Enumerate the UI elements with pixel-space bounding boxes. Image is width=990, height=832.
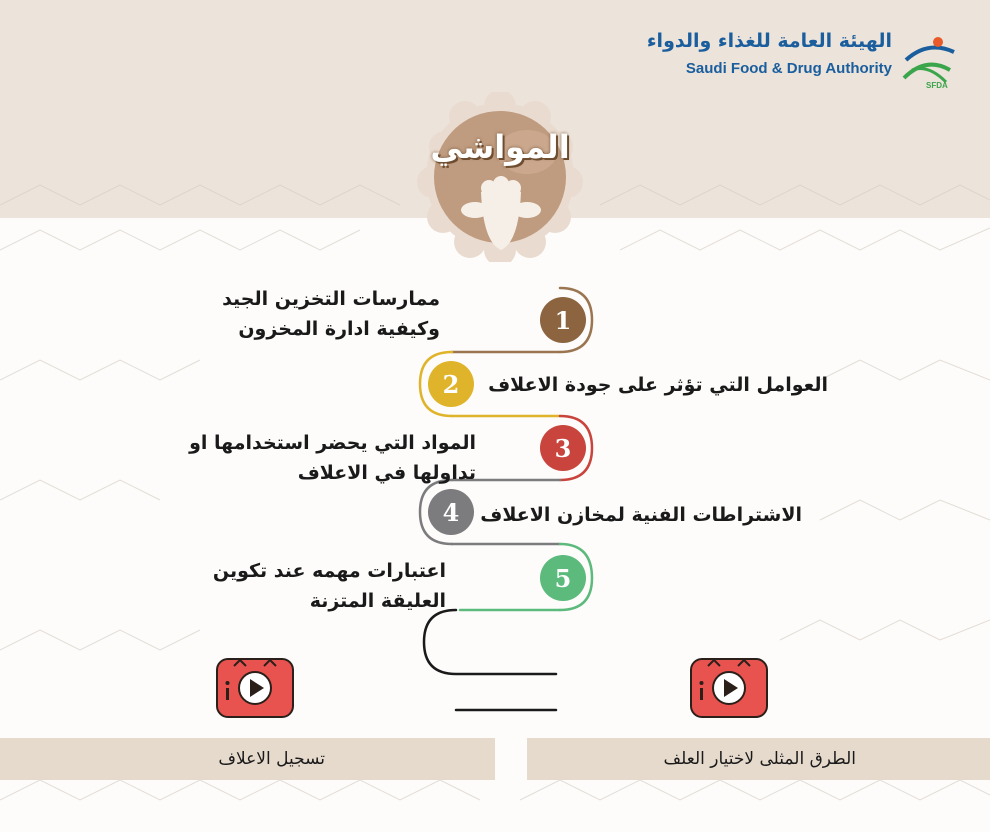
step-4-number: 4 [428,489,474,535]
page-title: المواشي [430,128,570,166]
logo-mark-text: SFDA [926,81,948,90]
play-video-icon [692,660,766,716]
step-5-number: 5 [540,555,586,601]
step-4-line-1: الاشتراطات الفنية لمخازن الاعلاف [480,504,802,526]
step-3-line-2: تداولها في الاعلاف [297,462,476,484]
step-5-line-2: العليقة المتزنة [309,590,446,612]
step-1-line-1: ممارسات التخزين الجيد [222,288,440,310]
step-3-line-1: المواد التي يحضر استخدامها او [189,432,476,454]
play-video-icon [218,660,292,716]
step-2-text [488,370,828,400]
feed-registration-label: تسجيل الاعلاف [218,749,325,769]
step-5-text [213,556,446,616]
feed-selection-methods-button[interactable] [527,738,990,780]
left-video-button[interactable] [216,658,294,718]
feed-registration-button[interactable] [0,738,495,780]
step-1-number: 1 [540,297,586,343]
logo-arabic-name: الهيئة العامة للغذاء والدواء [646,30,892,52]
step-1-line-2: وكيفية ادارة المخزون [238,318,440,340]
right-video-button[interactable] [690,658,768,718]
step-5-line-1: اعتبارات مهمه عند تكوين [212,560,446,582]
step-3-number: 3 [540,425,586,471]
step-4-text [480,500,802,530]
step-2-line-1: العوامل التي تؤثر على جودة الاعلاف [488,374,828,396]
step-1-text [222,284,440,344]
feed-selection-methods-label: الطرق المثلى لاختيار العلف [663,749,856,769]
step-2-number: 2 [428,361,474,407]
logo-english-name: Saudi Food & Drug Authority [685,60,892,77]
step-3-text [189,428,476,488]
